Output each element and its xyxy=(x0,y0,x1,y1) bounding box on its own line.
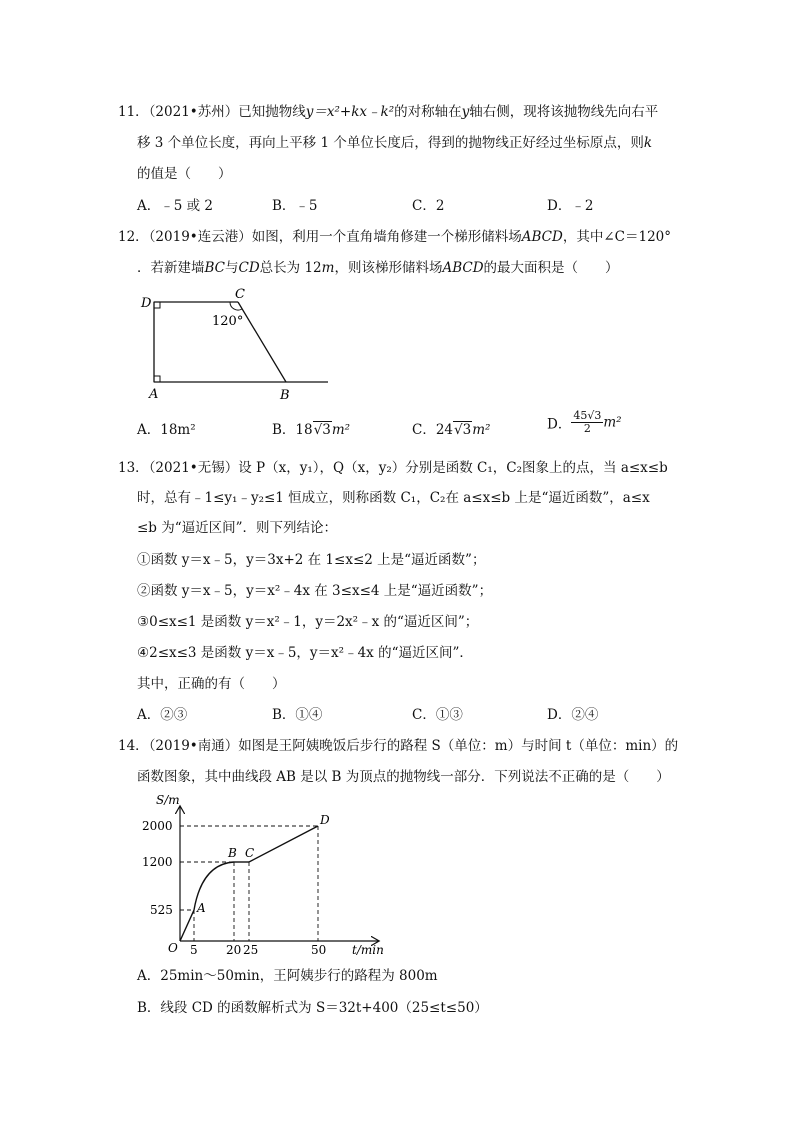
q12-option-a[interactable]: A．18m² xyxy=(137,422,196,438)
q11-text: 轴右侧，现将该抛物线先向右平 xyxy=(469,104,659,120)
q11-option-c[interactable]: C．2 xyxy=(412,198,445,214)
q11-line3: 的值是（ ） xyxy=(137,166,232,182)
guide-lines xyxy=(180,826,318,941)
y-tick-525: 525 xyxy=(150,903,173,917)
q11-number: 11． xyxy=(118,104,149,120)
point-c-label: C xyxy=(245,846,255,860)
q13-statement-3: ③0≤x≤1 是函数 y＝x²﹣1，y＝2x²﹣x 的“逼近区间”； xyxy=(137,614,479,630)
q12-text: 与 xyxy=(225,260,239,276)
q14-option-b[interactable]: B．线段 CD 的函数解析式为 S＝32t+400（25≤t≤50） xyxy=(137,1000,488,1016)
sqrt-3: √3 xyxy=(313,422,331,438)
q11-line1 xyxy=(118,102,658,122)
point-a-label: A xyxy=(197,901,206,915)
unit: m² xyxy=(472,422,491,438)
curve-oab xyxy=(180,862,234,941)
q11-formula: y＝x²+kx﹣k² xyxy=(305,104,395,120)
q12-text: ，则该梯形储料场 xyxy=(334,260,443,276)
origin-label: O xyxy=(168,941,178,955)
q13-line1 xyxy=(118,458,668,478)
point-b-label: B xyxy=(228,846,237,860)
q13-source: （2021•无锡） xyxy=(148,460,239,476)
q12-text: 如图，利用一个直角墙角修建一个梯形储料场 xyxy=(251,229,522,245)
q14-number: 14． xyxy=(118,738,149,754)
x-tick-5: 5 xyxy=(190,943,198,957)
q12-var: CD xyxy=(238,260,260,276)
q14-line2: 函数图象，其中曲线段 AB 是以 B 为顶点的抛物线一部分．下列说法不正确的是（ ） xyxy=(137,769,670,785)
point-d-label: D xyxy=(320,813,330,827)
label-d: D xyxy=(141,296,152,311)
q13-option-c[interactable]: C．①③ xyxy=(412,707,463,723)
y-tick-1200: 1200 xyxy=(142,855,173,869)
q11-text: 移 3 个单位长度，再向上平移 1 个单位长度后，得到的抛物线正好经过坐标原点，则 xyxy=(137,135,644,151)
right-angle-a xyxy=(154,376,160,382)
q13-text: 设 P（x，y₁），Q（x，y₂）分别是函数 C₁，C₂图象上的点，当 a≤x≤b xyxy=(238,460,668,476)
x-tick-50: 50 xyxy=(311,943,327,957)
q12-option-d[interactable] xyxy=(547,410,622,435)
q13-statement-1: ①函数 y＝x﹣5，y＝3x+2 在 1≤x≤2 上是“逼近函数”； xyxy=(137,552,486,568)
q14-distance-time-graph xyxy=(140,792,400,962)
q12-text: ，其中∠C＝120° xyxy=(562,229,672,245)
segment-cb xyxy=(238,302,286,382)
label-angle: 120° xyxy=(212,314,244,329)
q13-question: 其中，正确的有（ ） xyxy=(137,676,286,692)
q11-var: y xyxy=(461,104,470,120)
q12-option-b[interactable] xyxy=(272,420,350,440)
q12-number: 12． xyxy=(118,229,149,245)
unit: m² xyxy=(603,414,622,431)
q12-trapezoid-figure xyxy=(138,285,338,405)
q14-line1 xyxy=(118,736,678,756)
q12-text: 的最大面积是（ ） xyxy=(483,260,619,276)
q14-option-a[interactable]: A．25min～50min，王阿姨步行的路程为 800m xyxy=(137,968,438,984)
q12-option-c[interactable] xyxy=(412,420,490,440)
q12-var: BC xyxy=(204,260,226,276)
q14-source: （2019•南通） xyxy=(148,738,239,754)
opt-text: C．24 xyxy=(412,422,454,438)
x-axis-label: t/min xyxy=(352,943,384,957)
opt-text: B．18 xyxy=(272,422,313,438)
x-tick-25: 25 xyxy=(243,943,259,957)
q11-line2 xyxy=(137,133,652,153)
q12-var: ABCD xyxy=(442,260,484,276)
y-axis-label: S/m xyxy=(156,793,180,807)
sqrt-3: √3 xyxy=(454,422,472,438)
q13-statement-2: ②函数 y＝x﹣5，y＝x²﹣4x 在 3≤x≤4 上是“逼近函数”； xyxy=(137,583,493,599)
q12-var: m xyxy=(321,260,335,276)
q13-option-a[interactable]: A．②③ xyxy=(137,707,188,723)
denominator: 2 xyxy=(583,422,591,435)
q11-option-b[interactable]: B．﹣5 xyxy=(272,198,318,214)
q11-var: k xyxy=(643,135,653,151)
right-angle-d xyxy=(154,302,160,308)
label-c: C xyxy=(235,287,245,302)
q11-text: 已知抛物线 xyxy=(238,104,306,120)
label-b: B xyxy=(280,388,290,403)
fraction xyxy=(571,410,603,435)
q11-option-d[interactable]: D．﹣2 xyxy=(547,198,594,214)
y-tick-2000: 2000 xyxy=(142,819,173,833)
q13-line2: 时，总有﹣1≤y₁﹣y₂≤1 恒成立，则称函数 C₁，C₂在 a≤x≤b 上是“逼近函数”，a≤x xyxy=(137,490,650,506)
q13-statement-4: ④2≤x≤3 是函数 y＝x﹣5，y＝x²﹣4x 的“逼近区间”． xyxy=(137,645,473,661)
x-tick-20: 20 xyxy=(226,943,242,957)
q11-text: 的对称轴在 xyxy=(394,104,462,120)
q12-text: 总长为 12 xyxy=(259,260,322,276)
q13-number: 13． xyxy=(118,460,149,476)
opt-text: D． xyxy=(547,416,572,433)
q12-source: （2019•连云港） xyxy=(148,229,252,245)
q12-var: ABCD xyxy=(521,229,563,245)
q13-line3: ≤b 为“逼近区间”．则下列结论： xyxy=(137,520,338,536)
q12-text: ．若新建墙 xyxy=(137,260,205,276)
segment-cd xyxy=(249,826,318,862)
q13-option-d[interactable]: D．②④ xyxy=(547,707,599,723)
label-a: A xyxy=(149,387,159,402)
q13-option-b[interactable]: B．①④ xyxy=(272,707,323,723)
q12-line2 xyxy=(137,258,619,278)
q11-source: （2021•苏州） xyxy=(148,104,239,120)
numerator: 45√3 xyxy=(573,409,602,422)
q12-line1 xyxy=(118,227,671,247)
q11-option-a[interactable]: A．﹣5 或 2 xyxy=(137,198,214,214)
unit: m² xyxy=(331,422,351,438)
q14-text: 如图是王阿姨晚饭后步行的路程 S（单位：m）与时间 t（单位：min）的 xyxy=(238,738,679,754)
